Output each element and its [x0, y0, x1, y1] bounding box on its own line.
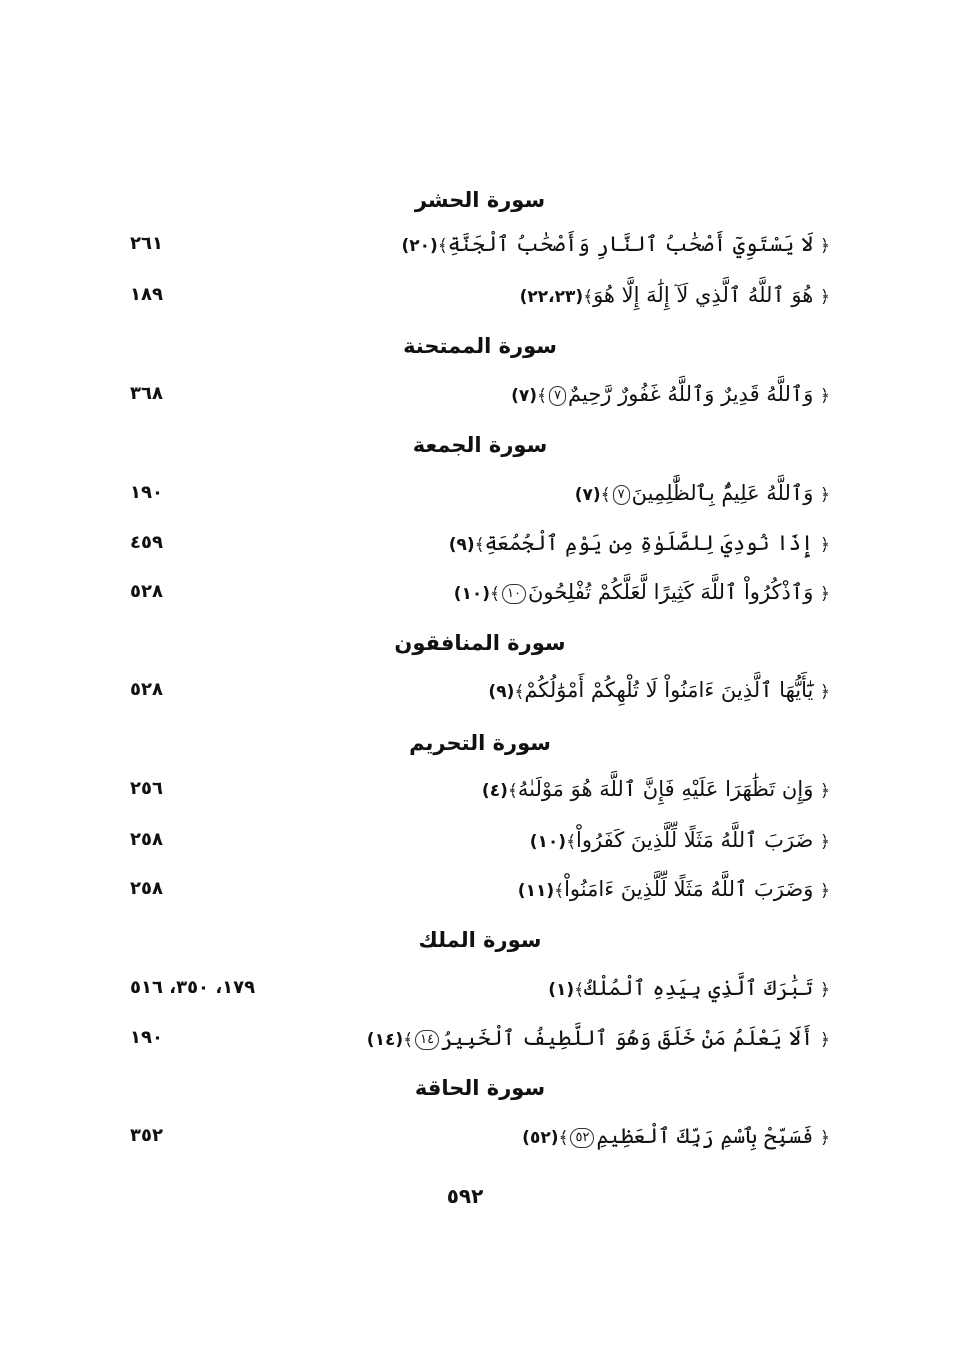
close-ornament-icon: ﴾ [474, 535, 485, 555]
page-references: ١٧٩، ٣٥٠، ٥١٦ [130, 977, 256, 998]
page-references: ٥٢٨ [130, 679, 163, 700]
verse-number: (٩) [448, 535, 475, 555]
verse-row [130, 872, 830, 906]
verse-text [454, 575, 830, 611]
verse-number: (١١) [517, 881, 555, 901]
verse-row [130, 971, 830, 1005]
verse-row [130, 823, 830, 857]
page-references: ٣٦٨ [130, 383, 163, 404]
close-ornament-icon: ﴾ [507, 781, 518, 801]
ayah-marker-icon: ٧ [549, 386, 566, 406]
open-ornament-icon: ﴿ [820, 386, 830, 406]
surah-heading: سورة التحريم [409, 731, 551, 755]
verse-row [130, 575, 830, 609]
open-ornament-icon: ﴿ [820, 584, 830, 604]
verse-row [130, 476, 830, 510]
verse-words: إِذَا نُودِيَ لِلصَّلَوٰةِ مِن يَوْمِ ٱلْجُمُعَةِ [484, 531, 814, 555]
verse-number: (٧) [511, 386, 538, 406]
verse-text [511, 377, 830, 413]
close-ornament-icon: ﴾ [600, 485, 611, 505]
verse-text [449, 526, 830, 562]
close-ornament-icon: ﴾ [514, 682, 525, 702]
page-references: ٢٥٨ [130, 878, 163, 899]
verse-number: (١٠) [453, 584, 491, 604]
verse-text [482, 772, 830, 808]
open-ornament-icon: ﴿ [820, 287, 830, 307]
verse-number: (٩) [488, 682, 515, 702]
close-ornament-icon: ﴾ [554, 881, 565, 901]
ayah-marker-icon: ٥٢ [570, 1128, 594, 1148]
verse-words: أَلَا يَعْلَمُ مَنْ خَلَقَ وَهُوَ ٱللَّطِيفُ ٱلْخَبِيرُ [441, 1026, 814, 1050]
open-ornament-icon: ﴿ [820, 485, 830, 505]
verse-text [488, 673, 830, 709]
page-references: ٥٢٨ [130, 581, 163, 602]
close-ornament-icon: ﴾ [566, 832, 577, 852]
verse-row [130, 1021, 830, 1055]
verse-row [130, 673, 830, 707]
verse-number: (٧) [574, 485, 601, 505]
verse-number: (١) [548, 980, 575, 1000]
verse-words: وَٱللَّهُ قَدِيرٌ وَٱللَّهُ غَفُورٌ رَّحِيمٌ [568, 382, 814, 406]
open-ornament-icon: ﴿ [820, 535, 830, 555]
open-ornament-icon: ﴿ [820, 881, 830, 901]
verse-row [130, 526, 830, 560]
verse-row [130, 772, 830, 806]
close-ornament-icon: ﴾ [574, 980, 585, 1000]
page-references: ١٩٠ [130, 1027, 163, 1048]
ayah-marker-icon: ٧ [613, 485, 630, 505]
open-ornament-icon: ﴿ [820, 781, 830, 801]
surah-heading: سورة الممتحنة [403, 334, 557, 358]
open-ornament-icon: ﴿ [820, 1030, 830, 1050]
page-references: ٢٥٨ [130, 829, 163, 850]
verse-words: تَبَٰرَكَ ٱلَّذِي بِيَدِهِ ٱلْمُلْكُ [584, 976, 814, 1000]
verse-text [367, 1021, 830, 1057]
open-ornament-icon: ﴿ [820, 1128, 830, 1148]
verse-number: (٢٢،٢٣) [519, 287, 584, 307]
close-ornament-icon: ﴾ [437, 236, 448, 256]
verse-row [130, 377, 830, 411]
verse-words: وَإِن تَظَٰهَرَا عَلَيْهِ فَإِنَّ ٱللَّهَ هُوَ مَوْلَىٰهُ [517, 777, 814, 801]
surah-heading: سورة الملك [418, 928, 542, 952]
page-references: ٤٥٩ [130, 532, 163, 553]
verse-text [518, 872, 830, 908]
verse-text [401, 227, 830, 263]
verse-words: وَٱللَّهُ عَلِيمٌۢ بِٱلظَّٰلِمِينَ [631, 481, 814, 505]
verse-words: وَٱذْكُرُواْ ٱللَّهَ كَثِيرًا لَّعَلَّكُمْ تُفْلِحُونَ [527, 580, 814, 604]
verse-words: ضَرَبَ ٱللَّهُ مَثَلًا لِّلَّذِينَ كَفَرُواْ [576, 828, 814, 852]
ayah-marker-icon: ١٠ [502, 584, 526, 604]
ayah-marker-icon: ١٤ [415, 1030, 439, 1050]
verse-number: (٤) [481, 781, 508, 801]
page-references: ١٩٠ [130, 482, 163, 503]
page-references: ١٨٩ [130, 284, 163, 305]
open-ornament-icon: ﴿ [820, 236, 830, 256]
page-references: ٢٦١ [130, 233, 163, 254]
page-references: ٣٥٢ [130, 1125, 163, 1146]
verse-number: (٢٠) [401, 236, 438, 256]
verse-words: وَضَرَبَ ٱللَّهُ مَثَلًا لِّلَّذِينَ ءَامَنُواْ [564, 877, 814, 901]
verse-words: لَا يَسْتَوِيٓ أَصْحَٰبُ ٱلنَّارِ وَأَصْحَٰبُ ٱلْجَنَّةِ [447, 232, 814, 256]
close-ornament-icon: ﴾ [403, 1030, 414, 1050]
surah-heading: سورة الحشر [414, 188, 546, 212]
surah-heading: سورة الجمعة [412, 433, 548, 457]
surah-heading: سورة المنافقون [394, 631, 566, 655]
page-number: ٥٩٢ [446, 1184, 484, 1208]
verse-text [575, 476, 830, 512]
verse-text [522, 1119, 830, 1155]
surah-heading: سورة الحاقة [414, 1076, 546, 1100]
verse-number: (٥٢) [522, 1128, 559, 1148]
close-ornament-icon: ﴾ [537, 386, 548, 406]
verse-text [548, 971, 830, 1007]
page-references: ٢٥٦ [130, 778, 163, 799]
close-ornament-icon: ﴾ [490, 584, 500, 604]
open-ornament-icon: ﴿ [820, 980, 830, 1000]
verse-text [520, 278, 830, 314]
verse-row [130, 1119, 830, 1153]
verse-text [530, 823, 830, 859]
verse-row [130, 278, 830, 312]
verse-number: (١٠) [529, 832, 567, 852]
verse-number: (١٤) [366, 1030, 404, 1050]
verse-words: هُوَ ٱللَّهُ ٱلَّذِي لَآ إِلَٰهَ إِلَّا هُوَ [593, 283, 814, 307]
close-ornament-icon: ﴾ [583, 287, 594, 307]
open-ornament-icon: ﴿ [820, 682, 830, 702]
open-ornament-icon: ﴿ [820, 832, 830, 852]
verse-words: يَٰٓأَيُّهَا ٱلَّذِينَ ءَامَنُواْ لَا تُلْهِكُمْ أَمْوَٰلُكُمْ [524, 678, 814, 702]
verse-words: فَسَبِّحْ بِٱسْمِ رَبِّكَ ٱلْعَظِيمِ [596, 1124, 814, 1148]
verse-row [130, 227, 830, 261]
close-ornament-icon: ﴾ [558, 1128, 569, 1148]
